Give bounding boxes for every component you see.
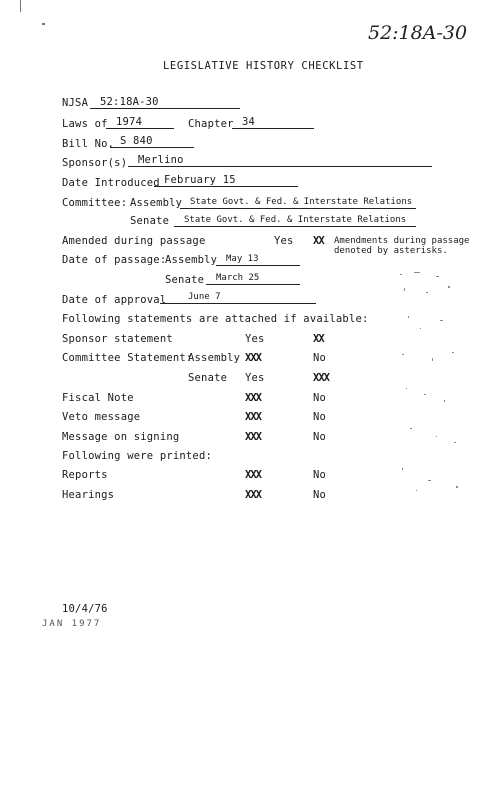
njsa-value: 52:18A-30 xyxy=(90,97,240,109)
amended-note-line1: Amendments during passage xyxy=(334,236,470,246)
chapter-value: 34 xyxy=(232,117,314,129)
reports-yes-struck: XXX xyxy=(245,469,261,481)
amended-yes: Yes xyxy=(274,235,294,247)
chapter-label: Chapter xyxy=(188,118,234,130)
veto-message-label: Veto message xyxy=(62,411,141,423)
committee-statement-senate-label: Senate xyxy=(188,372,228,384)
committee-statement-label: Committee Statement: xyxy=(62,352,193,364)
date-introduced-label: Date Introduced xyxy=(62,177,160,189)
committee-statement-assembly-label: Assembly xyxy=(188,352,241,364)
sponsor-statement-no-struck: XX xyxy=(313,333,324,345)
sponsor-statement-yes: Yes xyxy=(245,333,265,345)
following-attached-heading: Following statements are attached if available: xyxy=(62,313,369,325)
fiscal-note-yes-struck: XXX xyxy=(245,392,261,404)
handwritten-stamp: 52:18A-30 xyxy=(368,22,468,44)
hearings-yes-struck: XXX xyxy=(245,489,261,501)
scan-mark xyxy=(20,0,21,12)
scan-dot xyxy=(42,23,45,25)
sponsor-value: Merlino xyxy=(128,155,432,167)
veto-message-yes-struck: XXX xyxy=(245,411,261,423)
message-signing-yes-struck: XXX xyxy=(245,431,261,443)
sponsor-label: Sponsor(s) xyxy=(62,157,128,169)
date-introduced-value: February 15 xyxy=(154,175,298,187)
footer-date: 10/4/76 xyxy=(62,603,108,615)
laws-year: 1974 xyxy=(106,117,174,129)
passage-senate-value: March 25 xyxy=(206,273,300,285)
bill-value: S 840 xyxy=(110,136,194,148)
hearings-label: Hearings xyxy=(62,489,115,501)
amended-note-line2: denoted by asterisks. xyxy=(334,246,448,256)
reports-no: No xyxy=(313,469,327,481)
approval-value: June 7 xyxy=(160,292,316,304)
passage-label: Date of passage: xyxy=(62,254,167,266)
committee-senate-yes: Yes xyxy=(245,372,265,384)
following-printed-heading: Following were printed: xyxy=(62,450,212,462)
hearings-no: No xyxy=(313,489,327,501)
received-stamp: JAN 1977 xyxy=(42,619,102,629)
committee-senate-value: State Govt. & Fed. & Interstate Relations xyxy=(174,215,416,227)
njsa-label: NJSA xyxy=(62,97,89,109)
committee-assembly-no: No xyxy=(313,352,327,364)
committee-assembly-label: Assembly xyxy=(130,197,183,209)
committee-assembly-yes-struck: XXX xyxy=(245,352,261,364)
fiscal-note-label: Fiscal Note xyxy=(62,392,134,404)
committee-senate-no-struck: XXX xyxy=(313,372,329,384)
approval-label: Date of approval xyxy=(62,294,167,306)
passage-assembly-label: Assembly xyxy=(165,254,218,266)
veto-message-no: No xyxy=(313,411,327,423)
bill-label: Bill No. xyxy=(62,138,115,150)
laws-label: Laws of xyxy=(62,118,108,130)
committee-label: Committee: xyxy=(62,197,128,209)
committee-assembly-value: State Govt. & Fed. & Interstate Relations xyxy=(180,197,416,209)
amended-no-struck: XX xyxy=(313,235,324,247)
fiscal-note-no: No xyxy=(313,392,327,404)
amended-label: Amended during passage xyxy=(62,235,206,247)
passage-senate-label: Senate xyxy=(165,274,205,286)
scan-noise xyxy=(396,268,466,498)
committee-senate-label: Senate xyxy=(130,215,170,227)
message-signing-no: No xyxy=(313,431,327,443)
page-title: LEGISLATIVE HISTORY CHECKLIST xyxy=(163,60,364,72)
sponsor-statement-label: Sponsor statement xyxy=(62,333,173,345)
reports-label: Reports xyxy=(62,469,108,481)
message-signing-label: Message on signing xyxy=(62,431,180,443)
passage-assembly-value: May 13 xyxy=(216,254,300,266)
